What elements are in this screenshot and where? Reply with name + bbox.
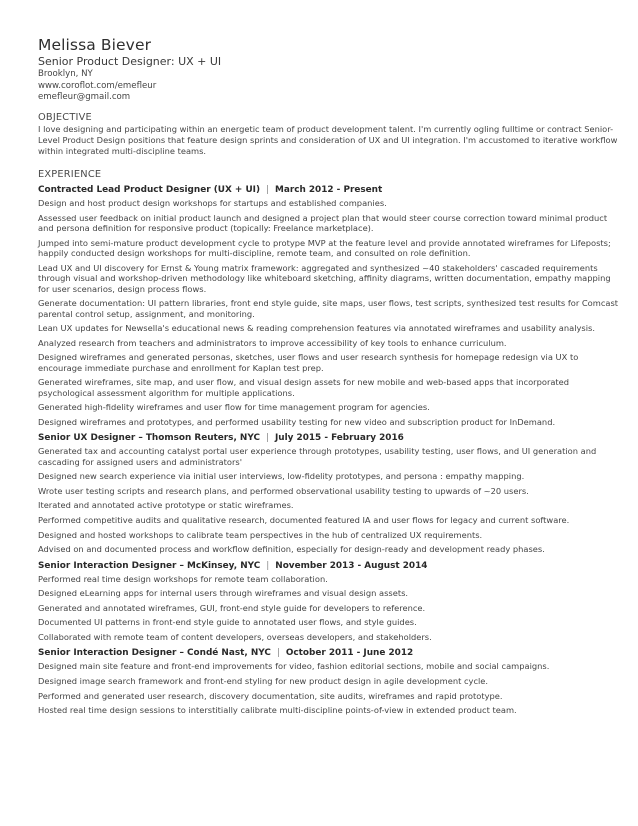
- job-bullet: Analyzed research from teachers and administrators to improve accessibility of key tools to enhance curriculum.: [38, 337, 507, 348]
- job-role: Senior UX Designer – Thomson Reuters, NYC: [38, 433, 260, 444]
- job-dates: July 2015 - February 2016: [274, 433, 404, 444]
- job-bullet: Generated tax and accounting catalyst portal user experience through prototypes, usability testing, user flows, and UI generation and cascading for assigned users and administrators': [38, 446, 597, 467]
- job-dates: November 2013 - August 2014: [275, 560, 428, 571]
- job-separator: |: [265, 433, 269, 444]
- job-bullet: Generated wireframes, site map, and user flow, and visual design assets for new mobile and web-based apps that incorporated psychological assessment algorithm for multiple applications.: [38, 377, 570, 398]
- job-heading: [38, 647, 624, 659]
- job-bullet: Performed real time design workshops for remote team collaboration.: [38, 573, 328, 584]
- job-bullet: Design and host product design workshops for startups and established companies.: [38, 198, 387, 209]
- job-role: Senior Interaction Designer – Condé Nast, NYC: [38, 648, 271, 659]
- job-bullet: Lead UX and UI discovery for Ernst & Young matrix framework: aggregated and synthesized ~40 stakeholders' cascaded requirements through visual and workshop-driven methodology like whiteboard sketching, affinity diagrams, written documentation, empathy mapping for user scenarios, design process flows.: [38, 262, 611, 294]
- experience-heading: EXPERIENCE: [38, 169, 102, 181]
- location: Brooklyn, NY: [38, 69, 93, 79]
- job-role: Contracted Lead Product Designer (UX + UI): [38, 185, 261, 196]
- experience-list: [38, 184, 624, 716]
- candidate-title: Senior Product Designer: UX + UI: [38, 55, 222, 68]
- job-role: Senior Interaction Designer – McKinsey, NYC: [38, 560, 261, 571]
- job-heading: [38, 432, 624, 444]
- job-bullet: Designed main site feature and front-end improvements for video, fashion editorial sections, mobile and social campaigns.: [38, 661, 550, 672]
- job-bullet: Designed wireframes and generated personas, sketches, user flows and user research synthesis for homepage redesign via UX to encourage immediate purchase and enrollment for Kaplan test prep.: [38, 352, 579, 373]
- job-bullet: Lean UX updates for Newsella's educational news & reading comprehension features via annotated wireframes and usability analysis.: [38, 323, 595, 334]
- job-bullet: Advised on and documented process and workflow definition, especially for design-ready and development ready phases.: [38, 544, 545, 555]
- job-bullet: Designed image search framework and front-end styling for new product design in agile development cycle.: [38, 676, 489, 687]
- job-bullet: Assessed user feedback on initial product launch and designed a project plan that would steer course correction toward minimal product and persona definition for responsive product (topically: Freelance marketplace).: [38, 212, 608, 234]
- job-bullet: Generated high-fidelity wireframes and user flow for time management program for agencies.: [38, 402, 430, 413]
- job-bullet: Designed new search experience via initial user interviews, low-fidelity prototypes, and persona : empathy mapping.: [38, 471, 525, 482]
- job-dates: October 2011 - June 2012: [285, 648, 414, 659]
- website-link[interactable]: www.coroflot.com/emefleur: [38, 80, 157, 91]
- job-separator: |: [266, 560, 270, 571]
- job-separator: |: [266, 185, 270, 196]
- job-bullet: Designed eLearning apps for internal users through wireframes and visual design assets.: [38, 588, 409, 599]
- job-bullet: Performed competitive audits and qualitative research, documented featured IA and user flows for legacy and current software.: [38, 515, 570, 526]
- job-heading: [38, 184, 624, 196]
- job-dates: March 2012 - Present: [275, 185, 383, 196]
- candidate-name: Melissa Biever: [38, 36, 152, 54]
- objective-text: I love designing and participating within an energetic team of product development talent. I'm currently ogling fulltime or contract Senior-Level Product Design positions that feature design sprints and consideration of UX and UI integration. I'm accustomed to iterative workflow within integrated multi-discipline teams.: [38, 123, 618, 156]
- job-bullet: Jumped into semi-mature product development cycle to protype MVP at the feature level and provide annotated wireframes for Lifeposts; happily conducted design workshops for multi-discipline, remote team, and consulted on role definition.: [38, 237, 611, 259]
- job-bullet: Generate documentation: UI pattern libraries, front end style guide, site maps, user flows, test scripts, synthesized test results for Comcast parental control setup, assignment, and monitoring.: [38, 298, 619, 319]
- job-bullet: Designed and hosted workshops to calibrate team perspectives in the hub of centralized UX requirements.: [38, 529, 483, 540]
- email-link[interactable]: emefleur@gmail.com: [38, 92, 131, 102]
- job-bullet: Iterated and annotated active prototype or static wireframes.: [38, 500, 294, 511]
- objective-heading: OBJECTIVE: [38, 111, 92, 123]
- job-bullet: Documented UI patterns in front-end style guide to annotated user flows, and style guides.: [38, 617, 417, 628]
- job-bullet: Hosted real time design sessions to interstitially calibrate multi-discipline points-of-view in extended product team.: [38, 705, 517, 716]
- job-heading: [38, 560, 624, 572]
- resume-page: [38, 36, 624, 716]
- job-bullet: Designed wireframes and prototypes, and performed usability testing for new video and subscription product for InDemand.: [38, 416, 556, 427]
- job-bullet: Generated and annotated wireframes, GUI, front-end style guide for developers to reference.: [38, 602, 426, 613]
- job-separator: |: [276, 648, 280, 659]
- job-bullet: Collaborated with remote team of content developers, overseas developers, and stakeholders.: [38, 632, 432, 643]
- job-bullet: Wrote user testing scripts and research plans, and performed observational usability testing to upwards of ~20 users.: [38, 485, 529, 496]
- job-bullet: Performed and generated user research, discovery documentation, site audits, wireframes and rapid prototype.: [38, 690, 503, 701]
